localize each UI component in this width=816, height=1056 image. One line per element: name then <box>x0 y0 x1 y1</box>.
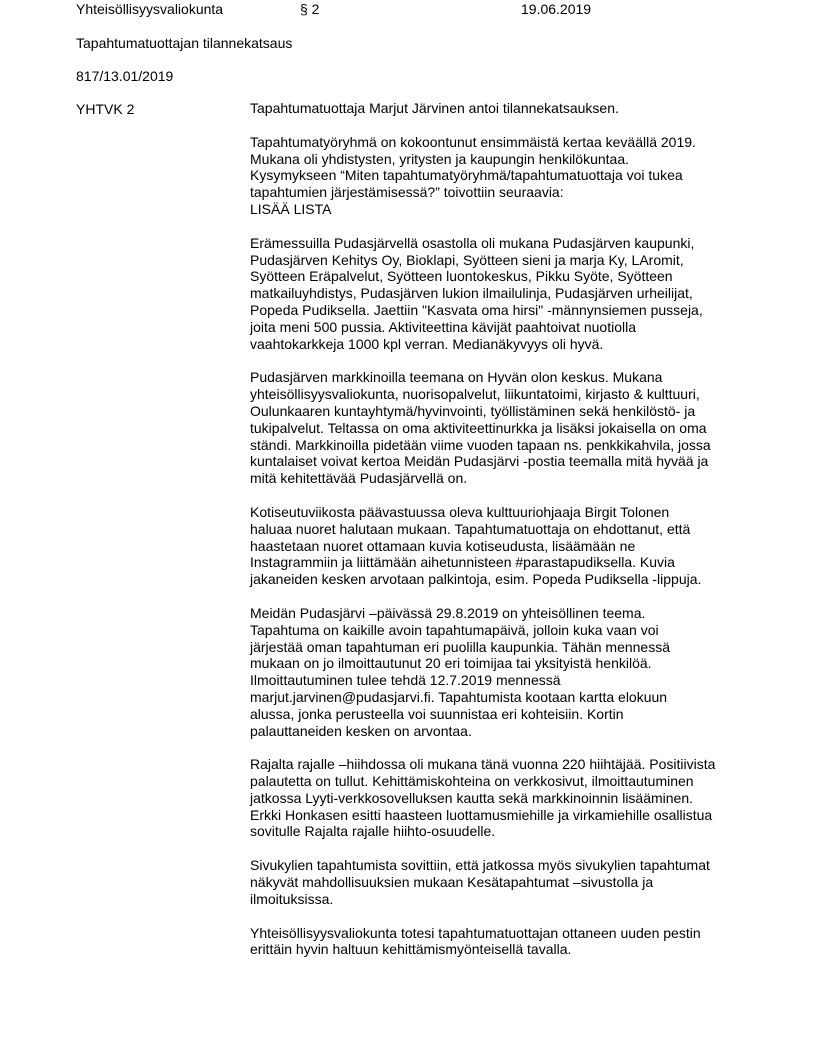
text-line: vaahtokarkkeja 1000 kpl verran. Medianäkyvyys oli hyvä. <box>250 335 604 352</box>
text-line: Sivukylien tapahtumista sovittiin, että jatkossa myös sivukylien tapahtumat <box>250 857 710 874</box>
text-line: Tapahtumatuottaja Marjut Järvinen antoi tilannekatsauksen. <box>250 100 619 116</box>
text-line: Meidän Pudasjärvi –päivässä 29.8.2019 on yhteisöllinen teema. <box>250 604 646 621</box>
paragraph <box>250 134 770 218</box>
text-line: matkailuyhdistys, Pudasjärven lukion ilmailulinja, Pudasjärven urheilijat, <box>250 285 693 302</box>
meeting-date: 19.06.2019 <box>521 1 592 17</box>
paragraph <box>250 504 770 588</box>
text-line: Oulunkaaren kuntayhtymä/hyvinvointi, työllistäminen sekä henkilöstö- ja <box>250 402 696 419</box>
text-line: haluaa nuoret halutaan mukaan. Tapahtumatuottaja on ehdottanut, että <box>250 520 691 537</box>
case-code: YHTVK 2 <box>76 101 135 117</box>
text-line: palautetta on tullut. Kehittämiskohteina on verkkosivut, ilmoittautuminen <box>250 773 694 790</box>
text-line: haastetaan nuoret ottamaan kuvia kotiseudusta, lisäämään ne <box>250 537 636 554</box>
text-line: Kysymykseen “Miten tapahtumatyöryhmä/tapahtumatuottaja voi tukea <box>250 167 683 184</box>
text-line: Tapahtuma on kaikille avoin tapahtumapäivä, jolloin kuka vaan voi <box>250 621 659 638</box>
text-line: tukipalvelut. Teltassa on oma aktiviteettinurkka ja lisäksi jokaisella on oma <box>250 419 707 436</box>
text-line: marjut.jarvinen@pudasjarvi.fi. Tapahtumista kootaan kartta elokuun <box>250 688 668 705</box>
text-line: yhteisöllisyysvaliokunta, nuorisopalvelut, liikuntatoimi, kirjasto & kulttuuri, <box>250 386 700 403</box>
paragraph <box>250 369 770 487</box>
committee-name: Yhteisöllisyysvaliokunta <box>76 1 224 17</box>
text-line: tapahtumien järjestämisessä?” toivottiin seuraavia: <box>250 184 564 201</box>
text-line: LISÄÄ LISTA <box>250 200 332 217</box>
text-line: Kotiseutuviikosta päävastuussa oleva kulttuuriohjaaja Birgit Tolonen <box>250 503 670 520</box>
text-line: järjestää oman tapahtuman eri puolilla kaupunkia. Tähän mennessä <box>250 638 671 655</box>
document-title: Tapahtumatuottajan tilannekatsaus <box>76 35 293 51</box>
text-line: näkyvät mahdollisuuksien mukaan Kesätapahtumat –sivustolla ja <box>250 874 654 891</box>
text-line: ilmoituksissa. <box>250 890 334 907</box>
text-line: Pudasjärven Kehitys Oy, Bioklapi, Syötteen sieni ja marja Ky, LAromit, <box>250 251 684 268</box>
text-line: Mukana oli yhdistysten, yritysten ja kaupungin henkilökuntaa. <box>250 150 629 167</box>
text-line: mukaan on jo ilmoittautunut 20 eri toimijaa tai yksityistä henkilöä. <box>250 655 652 672</box>
paragraph <box>250 756 770 840</box>
paragraph <box>250 100 770 117</box>
text-line: alussa, jonka perusteella voi suunnistaa eri kohteisiin. Kortin <box>250 705 624 722</box>
text-line: Erkki Honkasen esitti haasteen luottamusmiehille ja virkamiehille osallistua <box>250 806 713 823</box>
text-line: sovitulle Rajalta rajalle hiihto-osuudelle. <box>250 823 496 840</box>
text-line: Popeda Pudiksella. Jaettiin "Kasvata oma hirsi" -männynsiemen pusseja, <box>250 301 703 318</box>
text-line: Yhteisöllisyysvaliokunta totesi tapahtumatuottajan ottaneen uuden pestin <box>250 924 701 941</box>
paragraph <box>250 235 770 353</box>
text-line: Ilmoittautuminen tulee tehdä 12.7.2019 mennessä <box>250 672 561 689</box>
text-line: Tapahtumatyöryhmä on kokoontunut ensimmäistä kertaa keväällä 2019. <box>250 133 696 150</box>
paragraph <box>250 857 770 907</box>
text-line: kuntalaiset voivat kertoa Meidän Pudasjärvi -postia teemalla mitä hyvää ja <box>250 453 709 470</box>
paragraph <box>250 605 770 739</box>
text-line: palauttaneiden kesken on arvontaa. <box>250 722 472 739</box>
text-line: erittäin hyvin haltuun kehittämismyönteisellä tavalla. <box>250 941 572 958</box>
text-line: Instagrammiin ja liittämään aihetunnisteen #parastapudiksella. Kuvia <box>250 554 675 571</box>
text-line: joita meni 500 pussia. Aktiviteettina kävijät paahtoivat nuotiolla <box>250 318 637 335</box>
text-line: Syötteen Eräpalvelut, Syötteen luontokeskus, Pikku Syöte, Syötteen <box>250 268 673 285</box>
paragraph <box>250 925 770 959</box>
section-number: § 2 <box>300 1 320 17</box>
text-line: Erämessuilla Pudasjärvellä osastolla oli mukana Pudasjärven kaupunki, <box>250 234 695 251</box>
text-line: Rajalta rajalle –hiihdossa oli mukana tänä vuonna 220 hiihtäjää. Positiivista <box>250 756 716 773</box>
reference-number: 817/13.01/2019 <box>76 68 174 84</box>
text-line: jakaneiden kesken arvotaan palkintoja, esim. Popeda Pudiksella -lippuja. <box>250 571 702 588</box>
text-line: ständi. Markkinoilla pidetään viime vuoden tapaan ns. penkkikahvila, jossa <box>250 436 711 453</box>
text-line: mitä kehitettävää Pudasjärvellä on. <box>250 470 468 487</box>
text-line: Pudasjärven markkinoilla teemana on Hyvän olon keskus. Mukana <box>250 369 663 386</box>
text-line: jatkossa Lyyti-verkkosovelluksen kautta sekä markkinoinnin lisääminen. <box>250 789 694 806</box>
body-text <box>250 100 770 975</box>
